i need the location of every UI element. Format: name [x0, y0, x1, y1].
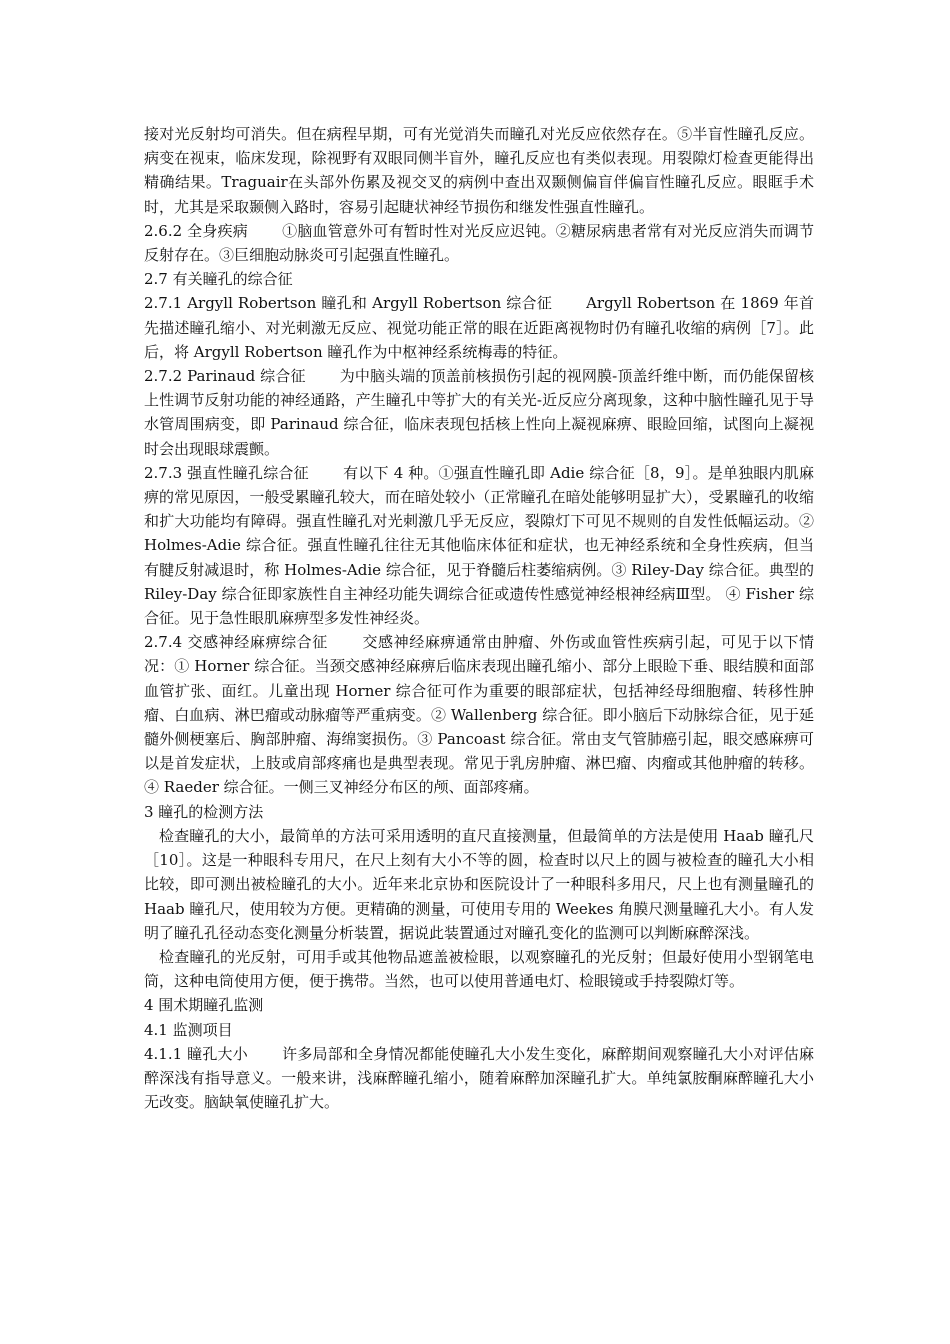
paragraph-pupil-reaction-continued [144, 122, 814, 219]
paragraph-text: 许多局部和全身情况都能使瞳孔大小发生变化，麻醉期间观察瞳孔大小对评估麻醉深浅有指导意义。一般来讲，浅麻醉瞳孔缩小，随着麻醉加深瞳孔扩大。单纯氯胺酮麻醉瞳孔大小无改变。脑缺氧使瞳孔扩大。 [144, 1044, 814, 1112]
section-4-1-1 [144, 1042, 814, 1115]
section-heading: 2.6.2 全身疾病 [144, 221, 248, 240]
paragraph-text: 交感神经麻痹通常由肿瘤、外伤或血管性疾病引起，可见于以下情况：① Horner 综合征。当颈交感神经麻痹后临床表现出瞳孔缩小、部分上眼睑下垂、眼结膜和面部血管扩张、面红。儿童出现 Horner 综合征可作为重要的眼部症状，包括神经母细胞瘤、转移性肿瘤、白血病、淋巴瘤或动脉瘤等严重病变。② Wallenberg 综合征。即小脑后下动脉综合征，见于延髓外侧梗塞后、胸部肿瘤、海绵窦损伤。③ Pancoast 综合征。常由支气管肺癌引起，眼交感麻痹可以是首发症状，上肢或肩部疼痛也是典型表现。常见于乳房肿瘤、淋巴瘤、肉瘤或其他肿瘤的转移。④ Raeder 综合征。一侧三叉神经分布区的颅、面部疼痛。 [144, 633, 814, 797]
section-heading: 2.7.4 交感神经麻痹综合征 [144, 633, 328, 652]
paragraph-light-reflex-check [144, 945, 814, 993]
section-heading: 2.7.1 Argyll Robertson 瞳孔和 Argyll Robertson 综合征 [144, 294, 553, 313]
paragraph-text: 检查瞳孔的大小，最简单的方法可采用透明的直尺直接测量，但最简单的方法是使用 Haab 瞳孔尺［10］。这是一种眼科专用尺，在尺上刻有大小不等的圆，检查时以尺上的圆与被检查的瞳孔大小相比较，即可测出被检瞳孔的大小。近年来北京协和医院设计了一种眼科多用尺，尺上也有测量瞳孔的 Haab 瞳孔尺，使用较为方便。更精确的测量，可使用专用的 Weekes 角膜尺测量瞳孔大小。有人发明了瞳孔孔径动态变化测量分析装置，据说此装置通过对瞳孔变化的监测可以判断麻醉深浅。 [144, 826, 814, 942]
paragraph-pupil-size-measurement [144, 824, 814, 945]
section-heading: 2.7.2 Parinaud 综合征 [144, 367, 306, 386]
section-heading: 4 围术期瞳孔监测 [144, 996, 264, 1015]
paragraph-text: 检查瞳孔的光反射，可用手或其他物品遮盖被检眼，以观察瞳孔的光反射；但最好使用小型钢笔电筒，这种电筒使用方便，便于携带。当然，也可以使用普通电灯、检眼镜或手持裂隙灯等。 [144, 947, 814, 991]
section-4-1-heading [144, 1018, 814, 1042]
section-2-7-2 [144, 364, 814, 461]
section-2-7-3 [144, 461, 814, 630]
paragraph-text: 有以下 4 种。①强直性瞳孔即 Adie 综合征［8，9］。是单独眼内肌麻痹的常见原因，一般受累瞳孔较大，而在暗处较小（正常瞳孔在暗处能够明显扩大），受累瞳孔的收缩和扩大功能均有障碍。强直性瞳孔对光刺激几乎无反应，裂隙灯下可见不规则的自发性低幅运动。② Holmes-Adie 综合征。强直性瞳孔往往无其他临床体征和症状，也无神经系统和全身性疾病，但当有腱反射减退时，称 Holmes-Adie 综合征，见于脊髓后柱萎缩病例。③ Riley-Day 综合征。典型的 Riley-Day 综合征即家族性自主神经功能失调综合征或遗传性感觉神经根神经病Ⅲ型。 ④ Fisher 综合征。见于急性眼肌麻痹型多发性神经炎。 [144, 463, 814, 628]
paragraph-text: Argyll Robertson 在 1869 年首先描述瞳孔缩小、对光刺激无反应、视觉功能正常的眼在近距离视物时仍有瞳孔收缩的病例［7］。此后，将 Argyll Robertson 瞳孔作为中枢神经系统梅毒的特征。 [144, 294, 814, 361]
section-4-heading [144, 993, 814, 1017]
section-heading: 3 瞳孔的检测方法 [144, 802, 264, 821]
section-heading: 2.7.3 强直性瞳孔综合征 [144, 463, 309, 482]
paragraph-text: 接对光反射均可消失。但在病程早期，可有光觉消失而瞳孔对光反应依然存在。⑤半盲性瞳孔反应。病变在视束，临床发现，除视野有双眼同侧半盲外，瞳孔反应也有类似表现。用裂隙灯检查更能得出精确结果。Traguair在头部外伤累及视交叉的病例中查出双颞侧偏盲伴偏盲性瞳孔反应。眼眶手术时，尤其是采取颞侧入路时，容易引起睫状神经节损伤和继发性强直性瞳孔。 [144, 125, 814, 216]
section-3-heading [144, 800, 814, 824]
document-body [144, 122, 814, 1114]
section-2-7-1 [144, 291, 814, 364]
section-heading: 4.1 监测项目 [144, 1020, 233, 1039]
section-heading: 4.1.1 瞳孔大小 [144, 1044, 248, 1063]
section-2-7-heading [144, 267, 814, 291]
section-2-6-2 [144, 219, 814, 267]
section-2-7-4 [144, 630, 814, 799]
paragraph-text: ①脑血管意外可有暂时性对光反应迟钝。②糖尿病患者常有对光反应消失而调节反射存在。③巨细胞动脉炎可引起强直性瞳孔。 [144, 221, 814, 265]
paragraph-text: 为中脑头端的顶盖前核损伤引起的视网膜-顶盖纤维中断，而仍能保留核上性调节反射功能的神经通路，产生瞳孔中等扩大的有关光-近反应分离现象，这种中脑性瞳孔见于导水管周围病变，即 Parinaud 综合征，临床表现包括核上性向上凝视麻痹、眼睑回缩，试图向上凝视时会出现眼球震颤。 [144, 367, 814, 458]
section-heading: 2.7 有关瞳孔的综合征 [144, 270, 293, 289]
